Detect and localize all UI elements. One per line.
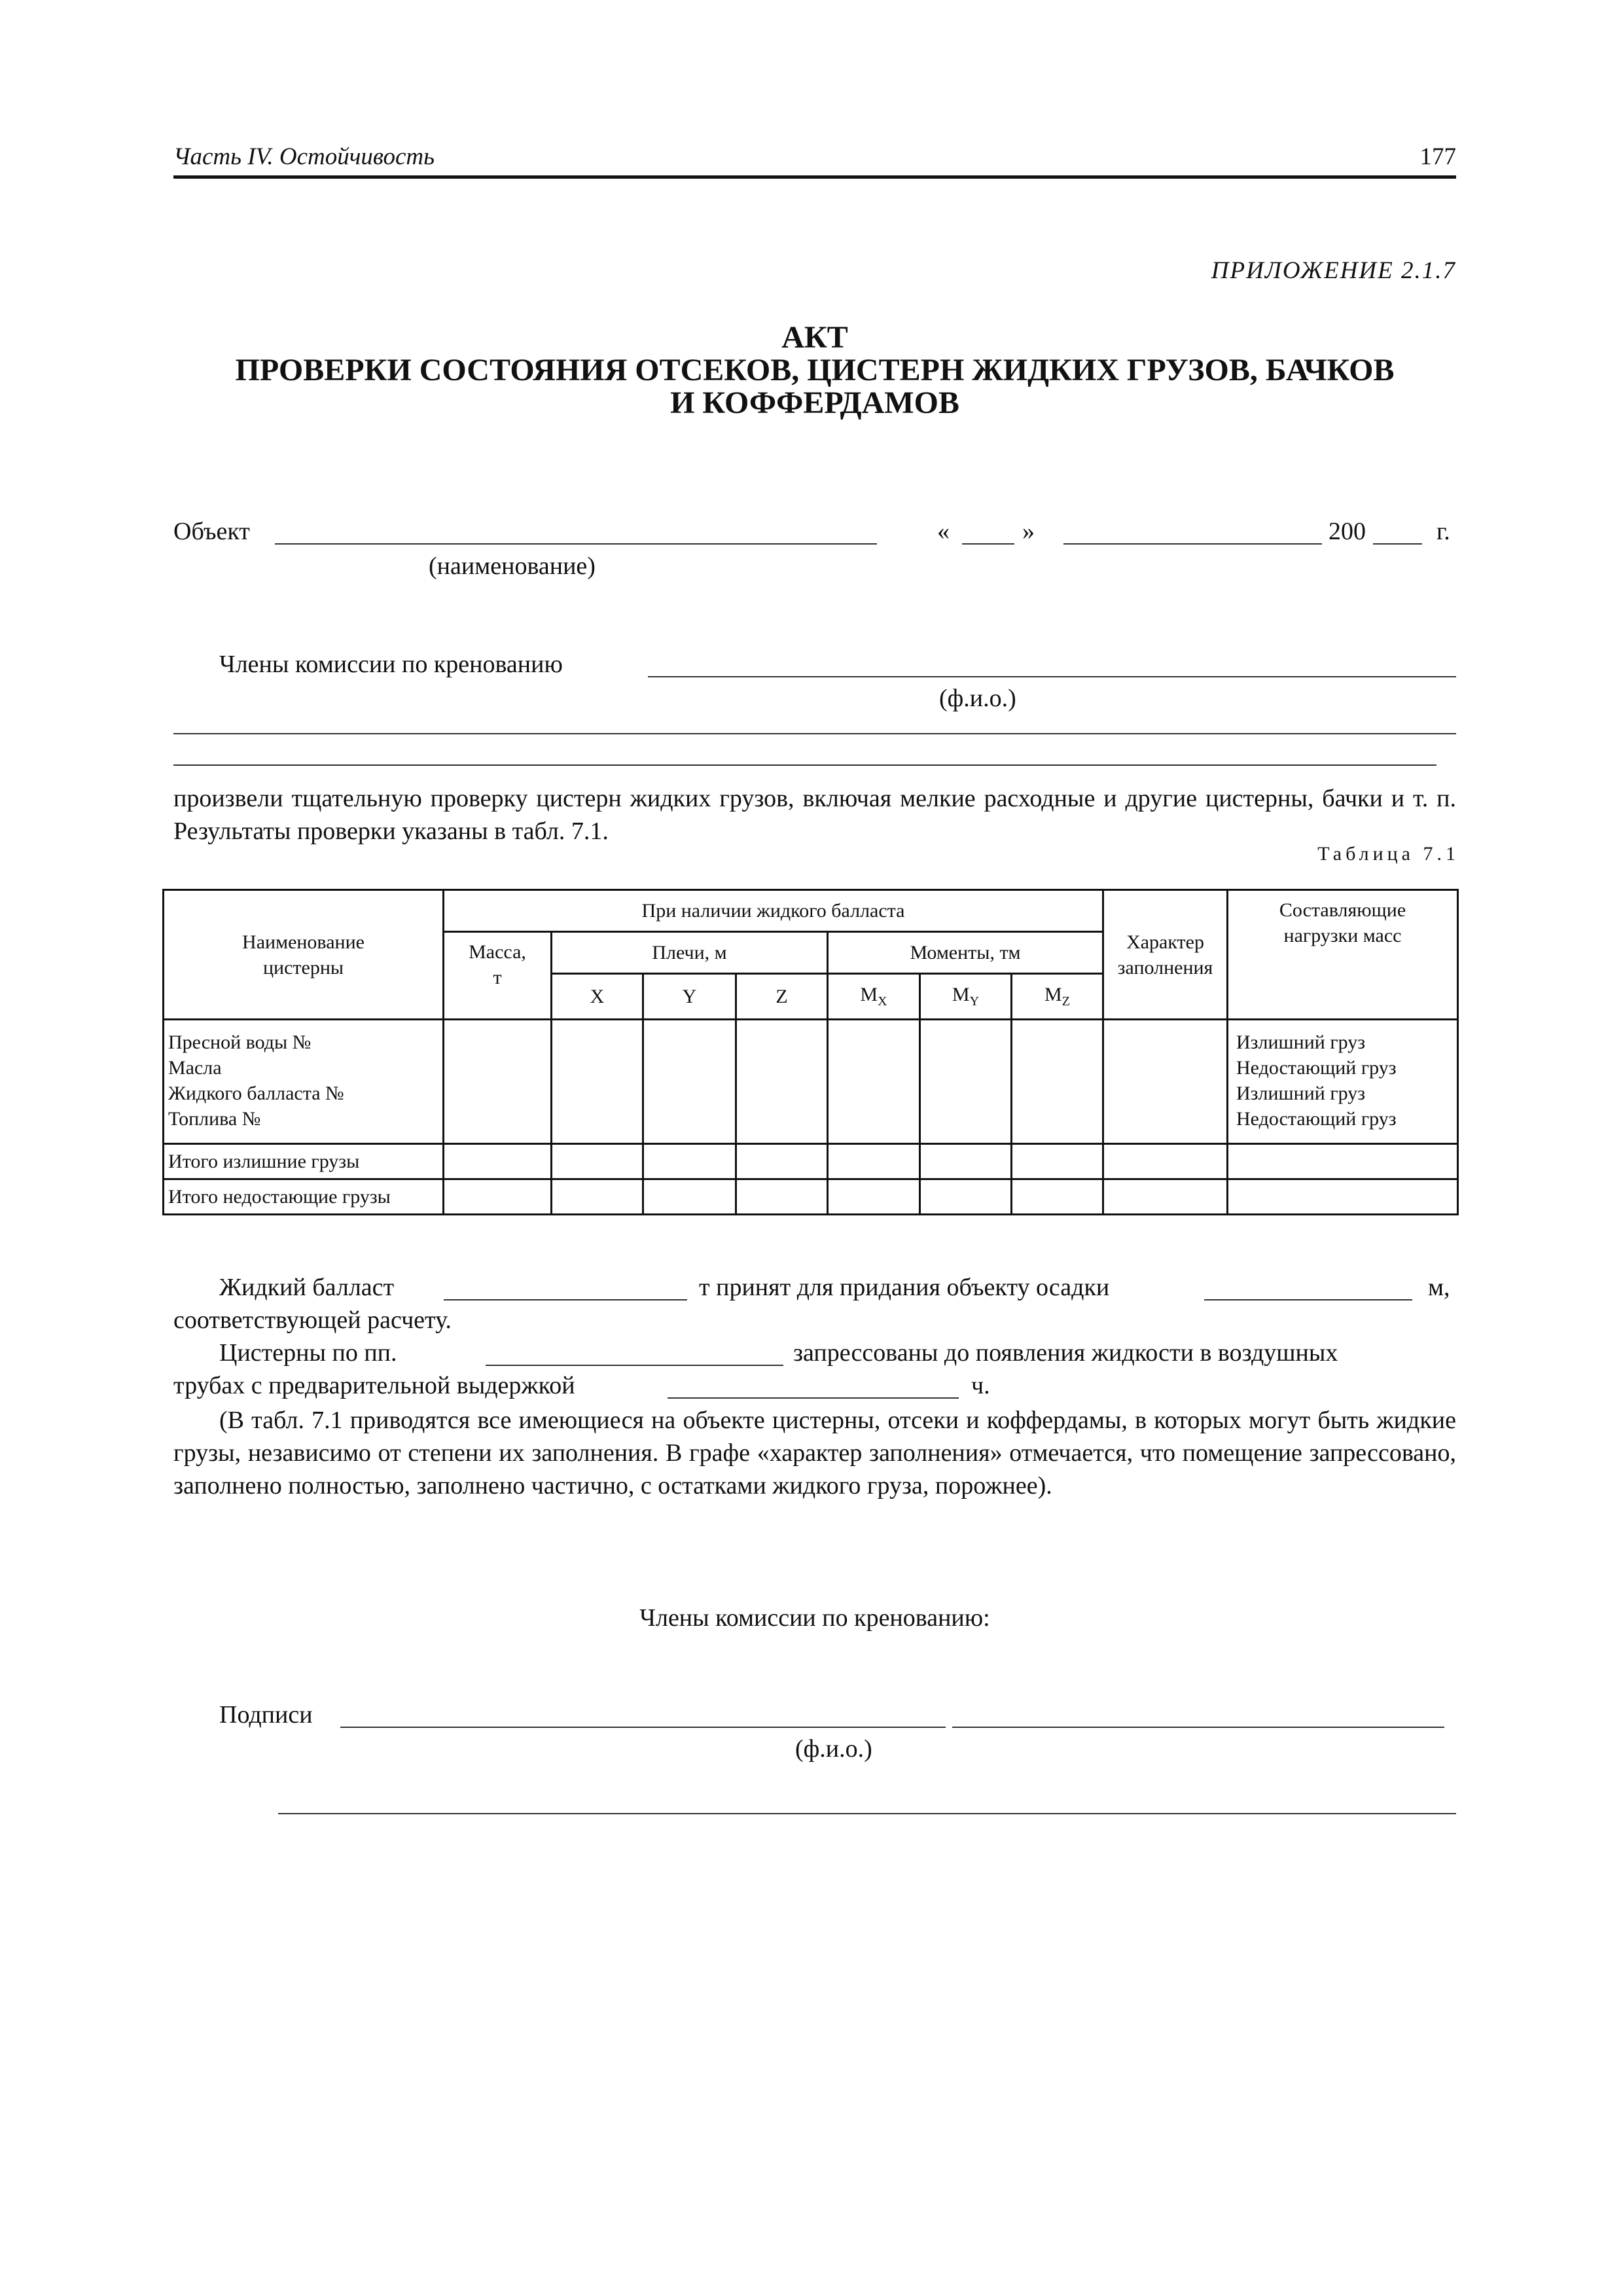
cell-total-missing-y[interactable] <box>643 1179 736 1215</box>
col-arm-z: Z <box>736 974 828 1020</box>
cell-fill-character[interactable] <box>1103 1020 1228 1144</box>
table-row: Пресной воды № <box>168 1031 312 1053</box>
cell-total-missing-my[interactable] <box>920 1179 1012 1215</box>
list-item: Недостающий груз <box>1236 1057 1397 1079</box>
ballast-text: т принят для придания объекту осадки <box>699 1274 1110 1301</box>
commission-fio-caption: (ф.и.о.) <box>939 685 1016 712</box>
date-day-field[interactable] <box>962 543 1014 545</box>
col-moment-y: $M_Y$ <box>920 974 1012 1020</box>
commission-field[interactable] <box>648 676 1456 677</box>
table-note-paragraph: (В табл. 7.1 приводятся все имеющиеся на объекте цистерны, отсеки и коффердамы, в которых могут быть жидкие грузы, независимо от степени их заполнения. В графе «характер заполнения» отмечается, что помещение запрессовано, заполнено полностью, заполнено частично, с остатками жидкого груза, порожнее). <box>173 1407 1456 1499</box>
cell-total-missing-mz[interactable] <box>1012 1179 1103 1215</box>
draught-field[interactable] <box>1204 1299 1412 1300</box>
total-excess-label: Итого излишние грузы <box>164 1144 444 1179</box>
act-title: АКТ <box>781 320 848 355</box>
exposure-unit: ч. <box>971 1372 990 1399</box>
tanks-table <box>162 889 1459 1215</box>
cell-total-missing-fill[interactable] <box>1103 1179 1228 1215</box>
table-caption: Таблица 7.1 <box>1317 843 1459 865</box>
date-year-field[interactable] <box>1373 543 1422 545</box>
cell-total-missing-mass[interactable] <box>444 1179 552 1215</box>
draught-unit: м, <box>1428 1274 1450 1301</box>
appendix-label: ПРИЛОЖЕНИЕ 2.1.7 <box>1211 257 1456 284</box>
cell-arm-z[interactable] <box>736 1020 828 1144</box>
header-rule <box>173 175 1456 179</box>
cell-total-excess-fill[interactable] <box>1103 1144 1228 1179</box>
table-row: Масла <box>168 1057 222 1079</box>
date-month-field[interactable] <box>1063 543 1322 545</box>
signature-field-2[interactable] <box>952 1727 1444 1728</box>
date-year: 200 <box>1329 518 1366 545</box>
group-arms: Плечи, м <box>552 932 828 974</box>
cell-arm-y[interactable] <box>643 1020 736 1144</box>
cell-total-excess-components[interactable] <box>1228 1144 1458 1179</box>
col-tank-name: Наименование цистерны <box>164 890 444 1020</box>
commission-field-line3[interactable] <box>173 764 1436 766</box>
ballast-label: Жидкий балласт <box>219 1274 395 1301</box>
cell-moment-x[interactable] <box>828 1020 920 1144</box>
cell-moment-y[interactable] <box>920 1020 1012 1144</box>
list-item: Излишний груз <box>1236 1031 1366 1053</box>
signatures-commission-label: Члены комиссии по кренованию: <box>639 1604 990 1632</box>
cell-total-excess-mx[interactable] <box>828 1144 920 1179</box>
ballast-mass-field[interactable] <box>444 1299 687 1300</box>
object-field[interactable] <box>275 543 877 545</box>
object-label: Объект <box>173 518 250 545</box>
group-ballast: При наличии жидкого балласта <box>444 890 1103 932</box>
section-title: Часть IV. Остойчивость <box>173 143 435 170</box>
total-missing-label: Итого недостающие грузы <box>164 1179 444 1215</box>
col-arm-y: Y <box>643 974 736 1020</box>
col-arm-x: X <box>552 974 643 1020</box>
exposure-hours-field[interactable] <box>668 1397 959 1399</box>
signatures-fio-caption: (ф.и.о.) <box>795 1735 872 1763</box>
cell-total-excess-my[interactable] <box>920 1144 1012 1179</box>
col-mass: Масса, т <box>444 932 552 1020</box>
cell-arm-x[interactable] <box>552 1020 643 1144</box>
date-year-suffix: г. <box>1436 518 1450 545</box>
cell-total-excess-mass[interactable] <box>444 1144 552 1179</box>
commission-field-line2[interactable] <box>173 733 1456 734</box>
list-item: Недостающий груз <box>1236 1108 1397 1130</box>
exposure-text: трубах с предварительной выдержкой <box>173 1372 575 1399</box>
col-fill-character: Характер заполнения <box>1103 890 1228 1020</box>
date-quote-close: » <box>1022 518 1035 545</box>
group-moments: Моменты, тм <box>828 932 1103 974</box>
cell-moment-z[interactable] <box>1012 1020 1103 1144</box>
intro-paragraph: произвели тщательную проверку цистерн жидких грузов, включая мелкие расходные и другие цистерны, бачки и т. п. Результаты проверки указаны в табл. 7.1. <box>173 785 1456 845</box>
components-list-cell <box>1228 1020 1458 1144</box>
col-moment-z: $M_Z$ <box>1012 974 1103 1020</box>
signature-field-3[interactable] <box>278 1813 1456 1814</box>
cell-total-excess-mz[interactable] <box>1012 1144 1103 1179</box>
object-name-caption: (наименование) <box>429 552 596 580</box>
cell-total-missing-mx[interactable] <box>828 1179 920 1215</box>
date-quote-open: « <box>937 518 950 545</box>
table-row: Жидкого балласта № <box>168 1083 344 1104</box>
signatures-label: Подписи <box>219 1701 313 1729</box>
list-item: Излишний груз <box>1236 1083 1366 1104</box>
act-subtitle-line1: ПРОВЕРКИ СОСТОЯНИЯ ОТСЕКОВ, ЦИСТЕРН ЖИДКИХ ГРУЗОВ, БАЧКОВ <box>235 353 1395 387</box>
cell-total-missing-x[interactable] <box>552 1179 643 1215</box>
commission-label: Члены комиссии по кренованию <box>219 651 563 678</box>
col-load-components: Составляющие нагрузки масс <box>1228 890 1458 1020</box>
tanks-label: Цистерны по пп. <box>219 1339 397 1367</box>
act-subtitle-line2: И КОФФЕРДАМОВ <box>670 386 959 420</box>
table-row: Топлива № <box>168 1108 261 1130</box>
cell-total-excess-x[interactable] <box>552 1144 643 1179</box>
cell-total-excess-y[interactable] <box>643 1144 736 1179</box>
ballast-text-end: соответствующей расчету. <box>173 1306 452 1334</box>
cell-mass[interactable] <box>444 1020 552 1144</box>
tanks-text: запрессованы до появления жидкости в воздушных <box>793 1339 1338 1367</box>
signature-field-1[interactable] <box>340 1727 946 1728</box>
tank-list-cell <box>164 1020 444 1144</box>
cell-total-missing-z[interactable] <box>736 1179 828 1215</box>
page-number: 177 <box>1419 143 1456 170</box>
cell-total-excess-z[interactable] <box>736 1144 828 1179</box>
tanks-items-field[interactable] <box>486 1365 783 1366</box>
col-moment-x: $M_X$ <box>828 974 920 1020</box>
cell-total-missing-components[interactable] <box>1228 1179 1458 1215</box>
